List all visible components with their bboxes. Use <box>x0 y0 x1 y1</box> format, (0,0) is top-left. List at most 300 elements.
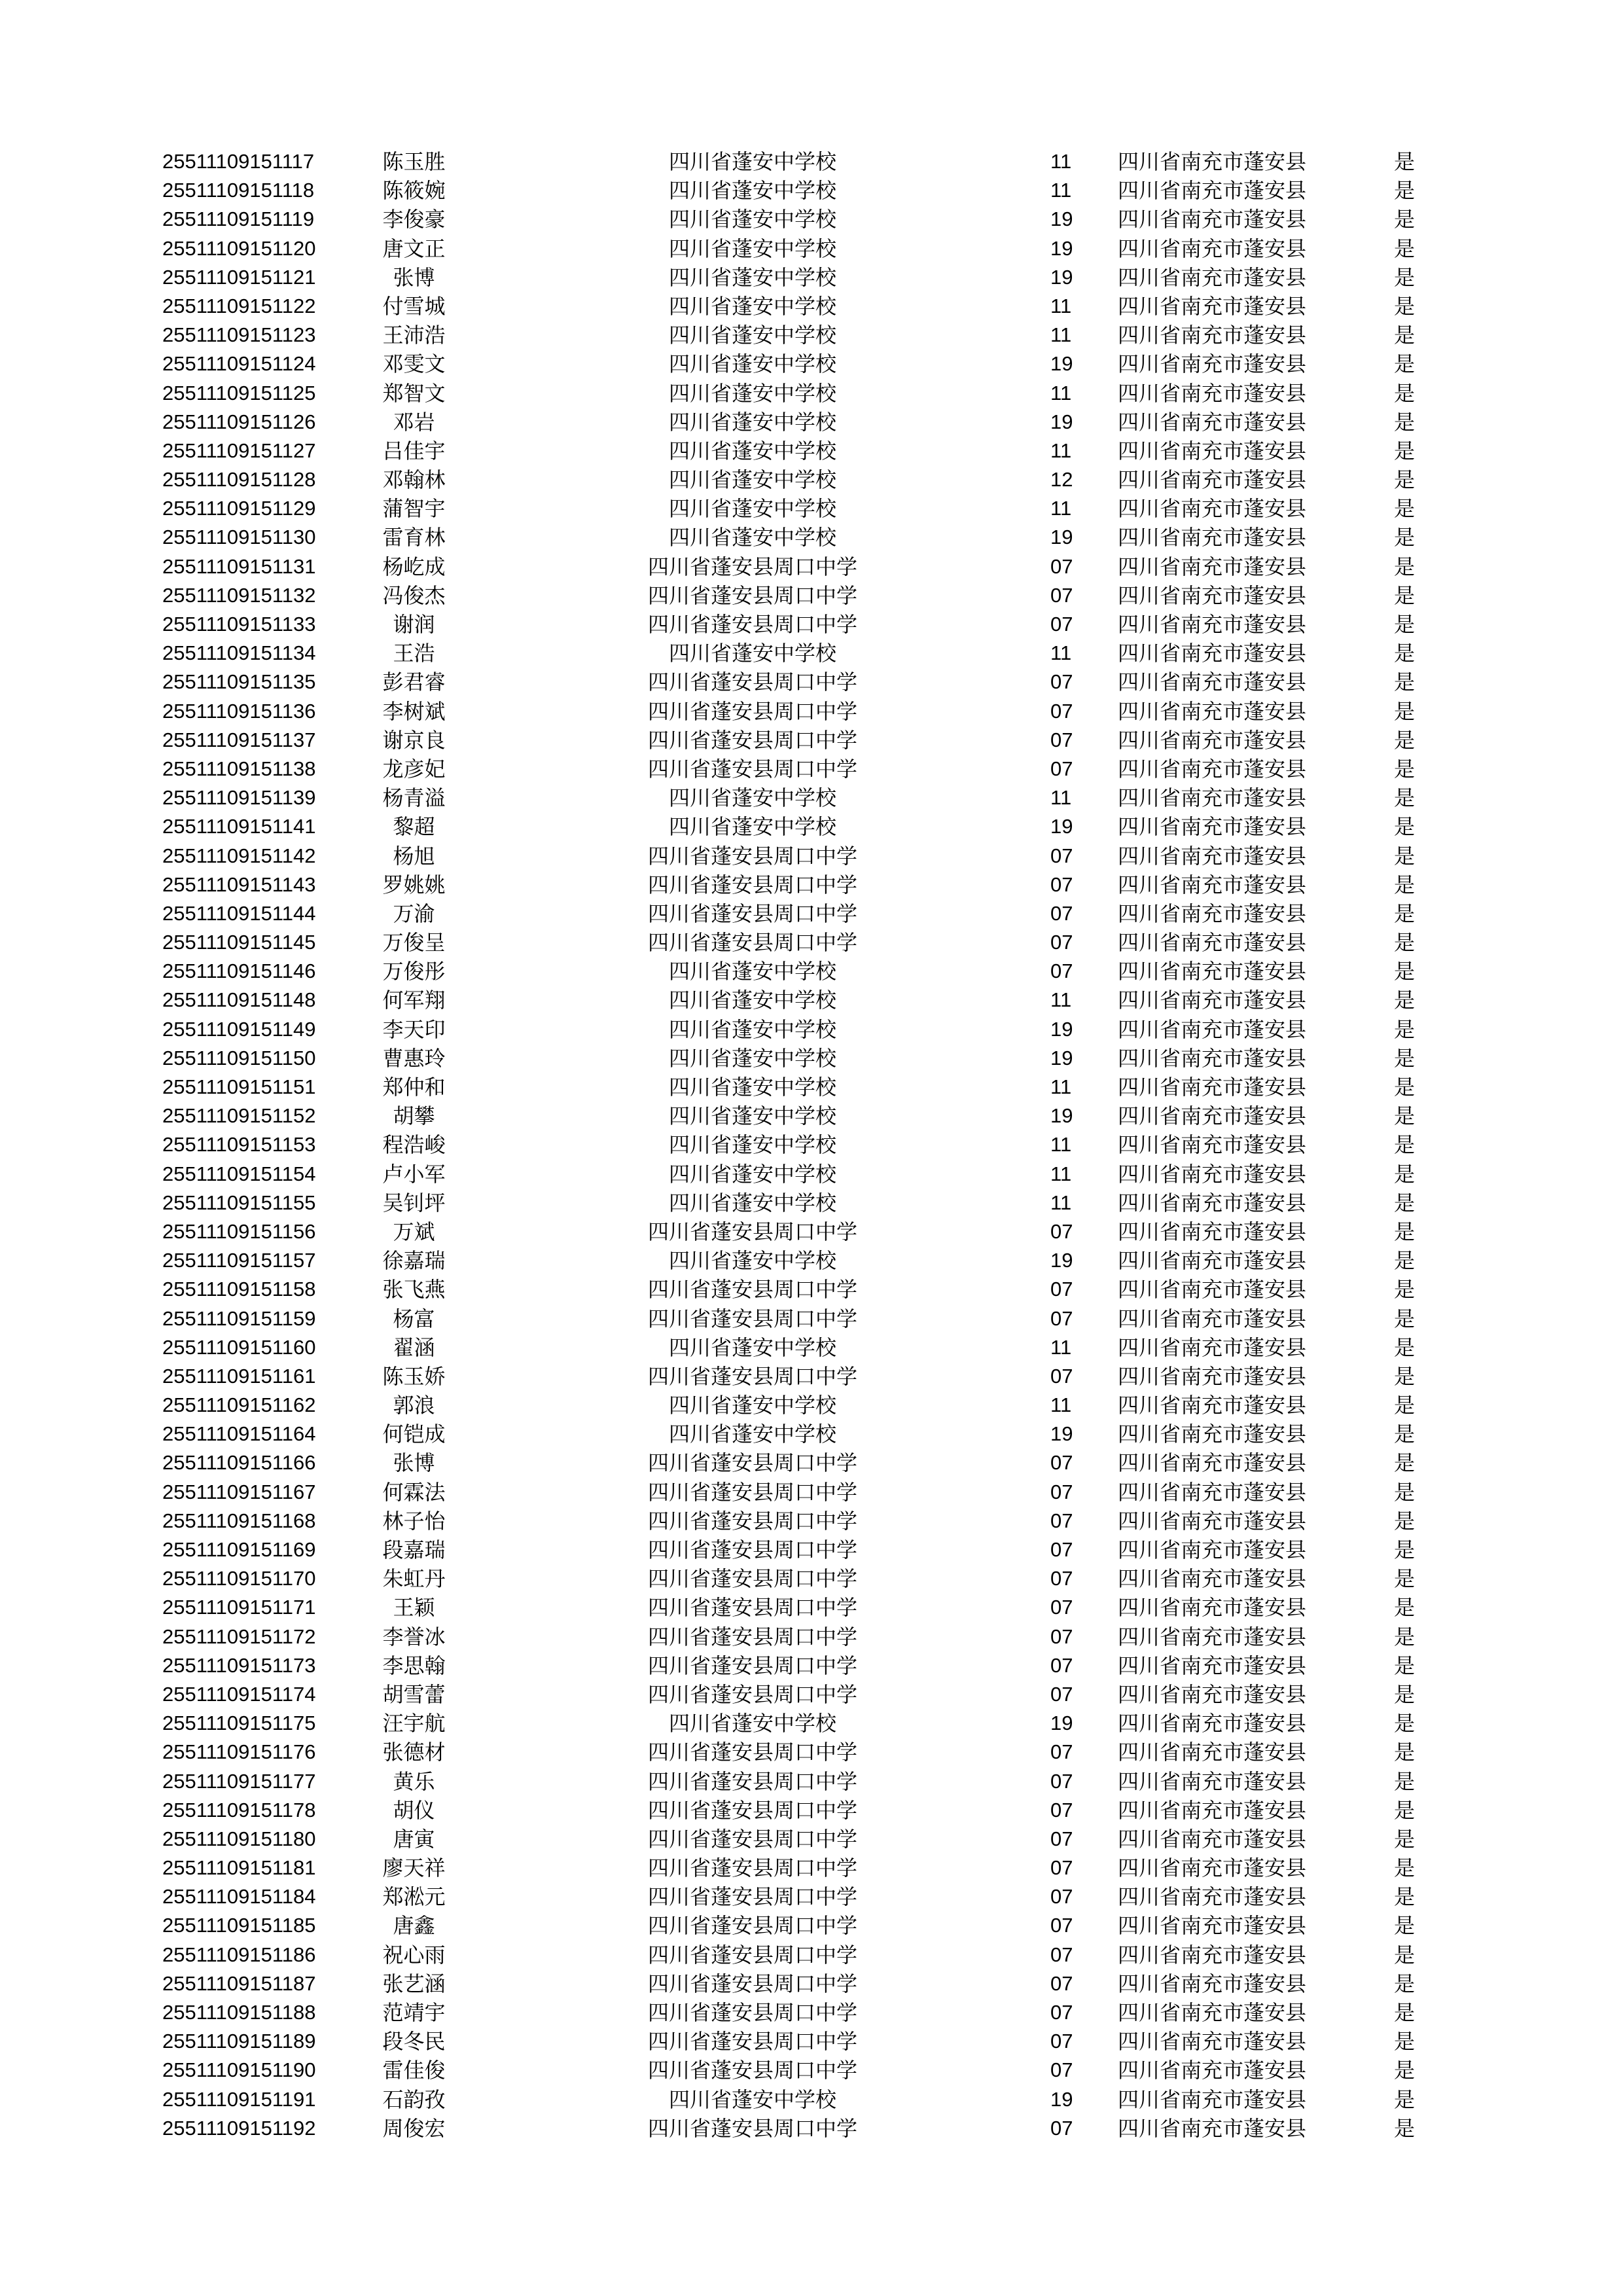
student-id-cell: 25511109151130 <box>162 526 316 549</box>
school-cell: 四川省蓬安县周口中学 <box>647 2058 857 2083</box>
region-cell: 四川省南充市蓬安县 <box>1118 323 1307 348</box>
student-id-cell: 25511109151176 <box>162 1740 316 1764</box>
student-id-cell: 25511109151150 <box>162 1046 316 1069</box>
region-cell: 四川省南充市蓬安县 <box>1118 207 1307 232</box>
eligibility-flag-cell: 是 <box>1394 1595 1416 1621</box>
student-name-cell: 万俊呈 <box>382 930 446 956</box>
region-cell: 四川省南充市蓬安县 <box>1118 1016 1307 1042</box>
region-cell: 四川省南充市蓬安县 <box>1118 1768 1307 1794</box>
table-row <box>0 379 1623 408</box>
region-cell: 四川省南充市蓬安县 <box>1118 959 1307 984</box>
region-cell: 四川省南充市蓬安县 <box>1118 1884 1307 1910</box>
region-cell: 四川省南充市蓬安县 <box>1118 1624 1307 1649</box>
student-id-cell: 25511109151192 <box>162 2116 316 2140</box>
student-id-cell: 25511109151120 <box>162 236 316 260</box>
region-cell: 四川省南充市蓬安县 <box>1118 1393 1307 1418</box>
school-cell: 四川省蓬安县周口中学 <box>647 1306 857 1331</box>
student-id-cell: 25511109151158 <box>162 1278 316 1301</box>
table-row <box>0 610 1623 639</box>
student-id-cell: 25511109151190 <box>162 2058 316 2082</box>
category-code-cell: 07 <box>1050 1509 1073 1532</box>
school-cell: 四川省蓬安县周口中学 <box>647 901 857 926</box>
student-name-cell: 何铠成 <box>382 1422 446 1447</box>
table-row <box>0 437 1623 465</box>
student-name-cell: 张德材 <box>382 1740 446 1765</box>
category-code-cell: 19 <box>1050 207 1073 231</box>
region-cell: 四川省南充市蓬安县 <box>1118 236 1307 261</box>
eligibility-flag-cell: 是 <box>1394 409 1416 435</box>
student-id-cell: 25511109151164 <box>162 1422 316 1446</box>
category-code-cell: 07 <box>1050 844 1073 867</box>
category-code-cell: 07 <box>1050 1596 1073 1619</box>
student-id-cell: 25511109151156 <box>162 1219 316 1243</box>
table-row <box>0 986 1623 1014</box>
category-code-cell: 19 <box>1050 236 1073 260</box>
table-row <box>0 147 1623 176</box>
eligibility-flag-cell: 是 <box>1394 2058 1416 2083</box>
student-name-cell: 祝心雨 <box>382 1942 446 1967</box>
category-code-cell: 07 <box>1050 1624 1073 1648</box>
school-cell: 四川省蓬安中学校 <box>668 525 836 550</box>
eligibility-flag-cell: 是 <box>1394 323 1416 348</box>
region-cell: 四川省南充市蓬安县 <box>1118 583 1307 608</box>
table-row <box>0 755 1623 783</box>
student-name-cell: 蒲智宇 <box>382 496 446 522</box>
table-row <box>0 292 1623 321</box>
student-name-cell: 邓翰林 <box>382 467 446 493</box>
eligibility-flag-cell: 是 <box>1394 1363 1416 1389</box>
student-id-cell: 25511109151175 <box>162 1712 316 1735</box>
school-cell: 四川省蓬安中学校 <box>668 1422 836 1447</box>
table-row <box>0 465 1623 494</box>
student-id-cell: 25511109151124 <box>162 352 316 376</box>
table-row <box>0 812 1623 841</box>
school-cell: 四川省蓬安中学校 <box>668 1103 836 1129</box>
school-cell: 四川省蓬安县周口中学 <box>647 612 857 637</box>
category-code-cell: 11 <box>1050 1075 1072 1098</box>
student-id-cell: 25511109151123 <box>162 323 316 347</box>
eligibility-flag-cell: 是 <box>1394 1566 1416 1592</box>
category-code-cell: 07 <box>1050 583 1073 607</box>
table-row <box>0 668 1623 696</box>
category-code-cell: 07 <box>1050 2058 1073 2082</box>
category-code-cell: 07 <box>1050 872 1073 896</box>
category-code-cell: 07 <box>1050 1827 1073 1850</box>
student-name-cell: 汪宇航 <box>382 1711 446 1736</box>
region-cell: 四川省南充市蓬安县 <box>1118 1942 1307 1967</box>
category-code-cell: 12 <box>1050 468 1073 492</box>
school-cell: 四川省蓬安县周口中学 <box>647 1624 857 1649</box>
eligibility-flag-cell: 是 <box>1394 901 1416 926</box>
student-name-cell: 李誉冰 <box>382 1624 446 1649</box>
eligibility-flag-cell: 是 <box>1394 727 1416 753</box>
region-cell: 四川省南充市蓬安县 <box>1118 1161 1307 1187</box>
student-name-cell: 邓雯文 <box>382 351 446 377</box>
category-code-cell: 11 <box>1050 439 1072 462</box>
student-name-cell: 周俊宏 <box>382 2115 446 2141</box>
table-row <box>0 1362 1623 1391</box>
region-cell: 四川省南充市蓬安县 <box>1118 814 1307 840</box>
student-id-cell: 25511109151160 <box>162 1335 316 1359</box>
eligibility-flag-cell: 是 <box>1394 1075 1416 1100</box>
table-row <box>0 523 1623 552</box>
eligibility-flag-cell: 是 <box>1394 207 1416 232</box>
student-name-cell: 杨青溢 <box>382 785 446 811</box>
school-cell: 四川省蓬安县周口中学 <box>647 670 857 695</box>
student-id-cell: 25511109151121 <box>162 265 316 289</box>
student-name-cell: 张艺涵 <box>382 1971 446 1996</box>
eligibility-flag-cell: 是 <box>1394 1971 1416 1996</box>
region-cell: 四川省南充市蓬安县 <box>1118 1306 1307 1331</box>
category-code-cell: 07 <box>1050 2001 1073 2024</box>
region-cell: 四川省南充市蓬安县 <box>1118 1856 1307 1881</box>
category-code-cell: 19 <box>1050 352 1073 376</box>
region-cell: 四川省南充市蓬安县 <box>1118 1422 1307 1447</box>
eligibility-flag-cell: 是 <box>1394 1103 1416 1129</box>
category-code-cell: 07 <box>1050 613 1073 636</box>
region-cell: 四川省南充市蓬安县 <box>1118 670 1307 695</box>
eligibility-flag-cell: 是 <box>1394 1277 1416 1302</box>
school-cell: 四川省蓬安县周口中学 <box>647 1740 857 1765</box>
student-id-cell: 25511109151148 <box>162 988 316 1012</box>
table-row <box>0 870 1623 899</box>
table-row <box>0 1420 1623 1448</box>
school-cell: 四川省蓬安中学校 <box>668 496 836 522</box>
school-cell: 四川省蓬安中学校 <box>668 1132 836 1158</box>
eligibility-flag-cell: 是 <box>1394 1884 1416 1910</box>
school-cell: 四川省蓬安县周口中学 <box>647 2115 857 2141</box>
table-row <box>0 1044 1623 1073</box>
category-code-cell: 11 <box>1050 497 1072 520</box>
region-cell: 四川省南充市蓬安县 <box>1118 178 1307 204</box>
table-row <box>0 726 1623 755</box>
category-code-cell: 07 <box>1050 1538 1073 1561</box>
region-cell: 四川省南充市蓬安县 <box>1118 1277 1307 1302</box>
category-code-cell: 19 <box>1050 1712 1073 1735</box>
table-row <box>0 783 1623 812</box>
eligibility-flag-cell: 是 <box>1394 843 1416 869</box>
table-row <box>0 928 1623 957</box>
eligibility-flag-cell: 是 <box>1394 438 1416 463</box>
eligibility-flag-cell: 是 <box>1394 1132 1416 1158</box>
category-code-cell: 19 <box>1050 2087 1073 2111</box>
student-name-cell: 郑智文 <box>382 380 446 406</box>
category-code-cell: 07 <box>1050 1567 1073 1590</box>
category-code-cell: 07 <box>1050 1653 1073 1677</box>
category-code-cell: 11 <box>1050 786 1072 810</box>
school-cell: 四川省蓬安县周口中学 <box>647 1277 857 1302</box>
student-id-cell: 25511109151117 <box>162 150 315 173</box>
eligibility-flag-cell: 是 <box>1394 1826 1416 1852</box>
category-code-cell: 11 <box>1050 1162 1072 1185</box>
region-cell: 四川省南充市蓬安县 <box>1118 1508 1307 1534</box>
student-id-cell: 25511109151185 <box>162 1914 316 1937</box>
eligibility-flag-cell: 是 <box>1394 1016 1416 1042</box>
eligibility-flag-cell: 是 <box>1394 814 1416 840</box>
table-row <box>0 1651 1623 1680</box>
student-name-cell: 郑仲和 <box>382 1075 446 1100</box>
category-code-cell: 07 <box>1050 554 1073 578</box>
student-id-cell: 25511109151145 <box>162 931 316 954</box>
school-cell: 四川省蓬安中学校 <box>668 1161 836 1187</box>
eligibility-flag-cell: 是 <box>1394 1248 1416 1274</box>
eligibility-flag-cell: 是 <box>1394 1624 1416 1649</box>
student-name-cell: 谢京良 <box>382 727 446 753</box>
eligibility-flag-cell: 是 <box>1394 380 1416 406</box>
student-name-cell: 陈筱婉 <box>382 178 446 204</box>
student-name-cell: 陈玉胜 <box>382 149 446 174</box>
table-row <box>0 1102 1623 1130</box>
school-cell: 四川省蓬安县周口中学 <box>647 756 857 781</box>
category-code-cell: 19 <box>1050 815 1073 838</box>
table-row <box>0 205 1623 234</box>
category-code-cell: 07 <box>1050 1306 1073 1330</box>
category-code-cell: 07 <box>1050 1364 1073 1388</box>
table-row <box>0 2085 1623 2114</box>
table-row <box>0 697 1623 726</box>
school-cell: 四川省蓬安县周口中学 <box>647 1797 857 1823</box>
region-cell: 四川省南充市蓬安县 <box>1118 785 1307 811</box>
student-name-cell: 胡攀 <box>393 1103 435 1129</box>
eligibility-flag-cell: 是 <box>1394 1393 1416 1418</box>
region-cell: 四川省南充市蓬安县 <box>1118 380 1307 406</box>
eligibility-flag-cell: 是 <box>1394 1479 1416 1505</box>
student-id-cell: 25511109151172 <box>162 1624 316 1648</box>
region-cell: 四川省南充市蓬安县 <box>1118 1248 1307 1274</box>
school-cell: 四川省蓬安中学校 <box>668 264 836 290</box>
student-id-cell: 25511109151151 <box>162 1075 316 1098</box>
student-name-cell: 石韵孜 <box>382 2087 446 2112</box>
student-id-cell: 25511109151184 <box>162 1885 316 1909</box>
student-id-cell: 25511109151126 <box>162 410 316 433</box>
school-cell: 四川省蓬安中学校 <box>668 207 836 232</box>
table-row <box>0 263 1623 292</box>
eligibility-flag-cell: 是 <box>1394 1653 1416 1678</box>
student-id-cell: 25511109151188 <box>162 2001 316 2024</box>
table-row <box>0 176 1623 205</box>
student-name-cell: 冯俊杰 <box>382 583 446 608</box>
student-name-cell: 唐文正 <box>382 236 446 261</box>
eligibility-flag-cell: 是 <box>1394 236 1416 261</box>
school-cell: 四川省蓬安县周口中学 <box>647 1595 857 1621</box>
student-id-cell: 25511109151118 <box>162 179 315 202</box>
eligibility-flag-cell: 是 <box>1394 2029 1416 2054</box>
category-code-cell: 11 <box>1050 988 1072 1012</box>
school-cell: 四川省蓬安中学校 <box>668 1045 836 1071</box>
student-id-cell: 25511109151153 <box>162 1133 316 1157</box>
student-name-cell: 雷育林 <box>382 525 446 550</box>
table-row <box>0 1623 1623 1651</box>
eligibility-flag-cell: 是 <box>1394 1190 1416 1215</box>
student-id-cell: 25511109151152 <box>162 1104 316 1128</box>
region-cell: 四川省南充市蓬安县 <box>1118 1595 1307 1621</box>
student-name-cell: 王沛浩 <box>382 323 446 348</box>
eligibility-flag-cell: 是 <box>1394 1768 1416 1794</box>
table-row <box>0 1217 1623 1246</box>
student-id-cell: 25511109151170 <box>162 1567 316 1590</box>
region-cell: 四川省南充市蓬安县 <box>1118 1219 1307 1244</box>
student-name-cell: 李天印 <box>382 1016 446 1042</box>
eligibility-flag-cell: 是 <box>1394 1537 1416 1562</box>
category-code-cell: 07 <box>1050 1278 1073 1301</box>
region-cell: 四川省南充市蓬安县 <box>1118 1075 1307 1100</box>
student-id-cell: 25511109151137 <box>162 728 316 751</box>
student-id-cell: 25511109151138 <box>162 757 316 780</box>
school-cell: 四川省蓬安县周口中学 <box>647 1219 857 1244</box>
student-id-cell: 25511109151146 <box>162 960 316 983</box>
table-row <box>0 2027 1623 2056</box>
table-row <box>0 1564 1623 1593</box>
school-cell: 四川省蓬安中学校 <box>668 323 836 348</box>
school-cell: 四川省蓬安中学校 <box>668 149 836 174</box>
school-cell: 四川省蓬安县周口中学 <box>647 1884 857 1910</box>
region-cell: 四川省南充市蓬安县 <box>1118 872 1307 897</box>
table-row <box>0 957 1623 986</box>
school-cell: 四川省蓬安县周口中学 <box>647 698 857 724</box>
category-code-cell: 07 <box>1050 1740 1073 1764</box>
student-name-cell: 廖天祥 <box>382 1856 446 1881</box>
student-id-cell: 25511109151143 <box>162 872 316 896</box>
region-cell: 四川省南充市蓬安县 <box>1118 409 1307 435</box>
student-name-cell: 卢小军 <box>382 1161 446 1187</box>
category-code-cell: 11 <box>1050 150 1072 173</box>
eligibility-flag-cell: 是 <box>1394 988 1416 1013</box>
region-cell: 四川省南充市蓬安县 <box>1118 727 1307 753</box>
student-id-cell: 25511109151142 <box>162 844 316 867</box>
school-cell: 四川省蓬安县周口中学 <box>647 930 857 956</box>
student-name-cell: 王浩 <box>393 641 435 666</box>
eligibility-flag-cell: 是 <box>1394 351 1416 377</box>
eligibility-flag-cell: 是 <box>1394 1306 1416 1331</box>
region-cell: 四川省南充市蓬安县 <box>1118 1190 1307 1215</box>
table-row <box>0 1189 1623 1217</box>
student-id-cell: 25511109151191 <box>162 2087 316 2111</box>
category-code-cell: 07 <box>1050 1914 1073 1937</box>
category-code-cell: 07 <box>1050 1971 1073 1995</box>
region-cell: 四川省南充市蓬安县 <box>1118 1132 1307 1158</box>
student-id-cell: 25511109151180 <box>162 1827 316 1850</box>
student-id-cell: 25511109151122 <box>162 294 316 317</box>
table-row <box>0 2114 1623 2143</box>
table-row <box>0 1246 1623 1275</box>
region-cell: 四川省南充市蓬安县 <box>1118 438 1307 463</box>
eligibility-flag-cell: 是 <box>1394 756 1416 781</box>
table-row <box>0 1854 1623 1882</box>
student-name-cell: 程浩峻 <box>382 1132 446 1158</box>
school-cell: 四川省蓬安县周口中学 <box>647 1826 857 1852</box>
school-cell: 四川省蓬安县周口中学 <box>647 727 857 753</box>
table-row <box>0 1767 1623 1796</box>
table-row <box>0 1391 1623 1420</box>
school-cell: 四川省蓬安县周口中学 <box>647 1681 857 1707</box>
region-cell: 四川省南充市蓬安县 <box>1118 930 1307 956</box>
eligibility-flag-cell: 是 <box>1394 525 1416 550</box>
category-code-cell: 19 <box>1050 1046 1073 1069</box>
eligibility-flag-cell: 是 <box>1394 178 1416 204</box>
student-name-cell: 张飞燕 <box>382 1277 446 1302</box>
student-name-cell: 万斌 <box>393 1219 435 1244</box>
school-cell: 四川省蓬安中学校 <box>668 380 836 406</box>
student-name-cell: 范靖宇 <box>382 2000 446 2025</box>
student-name-cell: 黎超 <box>393 814 435 840</box>
category-code-cell: 07 <box>1050 1682 1073 1706</box>
student-name-cell: 段嘉瑞 <box>382 1537 446 1562</box>
region-cell: 四川省南充市蓬安县 <box>1118 2000 1307 2025</box>
student-name-cell: 陈玉娇 <box>382 1363 446 1389</box>
student-name-cell: 翟涵 <box>393 1335 435 1360</box>
region-cell: 四川省南充市蓬安县 <box>1118 1566 1307 1592</box>
school-cell: 四川省蓬安中学校 <box>668 1335 836 1360</box>
category-code-cell: 07 <box>1050 728 1073 751</box>
table-row <box>0 1941 1623 1969</box>
category-code-cell: 07 <box>1050 757 1073 780</box>
eligibility-flag-cell: 是 <box>1394 467 1416 493</box>
eligibility-flag-cell: 是 <box>1394 959 1416 984</box>
eligibility-flag-cell: 是 <box>1394 1450 1416 1476</box>
student-id-cell: 25511109151187 <box>162 1971 316 1995</box>
region-cell: 四川省南充市蓬安县 <box>1118 843 1307 869</box>
table-row <box>0 842 1623 870</box>
school-cell: 四川省蓬安中学校 <box>668 351 836 377</box>
eligibility-flag-cell: 是 <box>1394 1045 1416 1071</box>
table-row <box>0 1275 1623 1304</box>
student-name-cell: 黄乐 <box>393 1768 435 1794</box>
category-code-cell: 07 <box>1050 2116 1073 2140</box>
student-id-cell: 25511109151168 <box>162 1509 316 1532</box>
student-name-cell: 郑淞元 <box>382 1884 446 1910</box>
region-cell: 四川省南充市蓬安县 <box>1118 756 1307 781</box>
region-cell: 四川省南充市蓬安县 <box>1118 1740 1307 1765</box>
region-cell: 四川省南充市蓬安县 <box>1118 1971 1307 1996</box>
table-row <box>0 1911 1623 1940</box>
student-name-cell: 万俊彤 <box>382 959 446 984</box>
table-row <box>0 1304 1623 1333</box>
school-cell: 四川省蓬安县周口中学 <box>647 1566 857 1592</box>
category-code-cell: 11 <box>1050 294 1072 317</box>
student-id-cell: 25511109151178 <box>162 1798 316 1821</box>
eligibility-flag-cell: 是 <box>1394 1335 1416 1360</box>
eligibility-flag-cell: 是 <box>1394 1219 1416 1244</box>
table-row <box>0 1825 1623 1854</box>
region-cell: 四川省南充市蓬安县 <box>1118 1335 1307 1360</box>
category-code-cell: 11 <box>1050 1133 1072 1157</box>
eligibility-flag-cell: 是 <box>1394 2115 1416 2141</box>
table-row <box>0 1073 1623 1102</box>
school-cell: 四川省蓬安县周口中学 <box>647 554 857 579</box>
student-id-cell: 25511109151144 <box>162 901 316 925</box>
student-name-cell: 万渝 <box>393 901 435 926</box>
category-code-cell: 07 <box>1050 1943 1073 1966</box>
student-name-cell: 林子怡 <box>382 1508 446 1534</box>
category-code-cell: 19 <box>1050 1104 1073 1128</box>
school-cell: 四川省蓬安县周口中学 <box>647 1942 857 1967</box>
region-cell: 四川省南充市蓬安县 <box>1118 467 1307 493</box>
table-row <box>0 899 1623 928</box>
student-name-cell: 曹惠玲 <box>382 1045 446 1071</box>
student-id-cell: 25511109151131 <box>162 554 316 578</box>
school-cell: 四川省蓬安县周口中学 <box>647 872 857 897</box>
eligibility-flag-cell: 是 <box>1394 872 1416 897</box>
eligibility-flag-cell: 是 <box>1394 264 1416 290</box>
region-cell: 四川省南充市蓬安县 <box>1118 496 1307 522</box>
category-code-cell: 11 <box>1050 323 1072 347</box>
table-row <box>0 1333 1623 1362</box>
student-id-cell: 25511109151132 <box>162 583 316 607</box>
eligibility-flag-cell: 是 <box>1394 2000 1416 2025</box>
student-name-cell: 杨旭 <box>393 843 435 869</box>
table-row <box>0 1448 1623 1477</box>
eligibility-flag-cell: 是 <box>1394 930 1416 956</box>
